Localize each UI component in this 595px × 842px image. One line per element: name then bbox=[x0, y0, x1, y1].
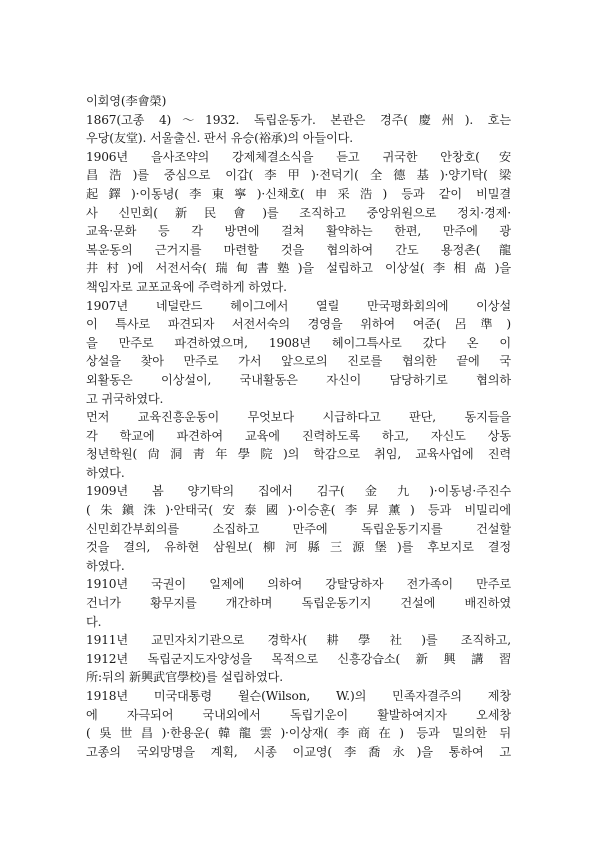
text-line: 井村)에 서전서숙(瑞甸書塾)을 설립하고 이상설(李相卨)을 bbox=[86, 261, 511, 276]
text-line: 1910년 국권이 일제에 의하여 강탈당하자 전가족이 만주로 bbox=[86, 577, 511, 592]
text-line: 1907년 네덜란드 헤이그에서 열릴 만국평화회의에 이상설 bbox=[86, 298, 511, 313]
text-line: 1918년 미국대통령 윌슨(Wilson, W.)의 민족자결주의 제창 bbox=[86, 689, 511, 703]
text-line: 1912년 독립군지도자양성을 목적으로 신흥강습소(新興講習 bbox=[86, 651, 511, 666]
text-line: 교육·문화 등 각 방면에 걸쳐 활약하는 한편, 만주에 광 bbox=[86, 224, 511, 239]
text-line: 昌浩)를 중심으로 이갑(李甲)·전덕기(全德基)·양기탁(梁 bbox=[86, 168, 511, 183]
text-line: 책임자로 교포교육에 주력하게 하였다. bbox=[86, 279, 287, 294]
text-line: 1906년 을사조약의 강제체결소식을 듣고 귀국한 안창호(安 bbox=[86, 149, 511, 164]
text-line: 사 신민회(新民會)를 조직하고 중앙위원으로 정치·경제· bbox=[86, 205, 511, 220]
text-line: 所:뒤의 新興武官學校)를 설립하였다. bbox=[86, 670, 283, 685]
text-line: (朱鎭洙)·안태국(安泰國)·이승훈(李昇薰) 등과 비밀리에 bbox=[86, 503, 511, 518]
text-line: 먼저 교육진흥운동이 무엇보다 시급하다고 판단, 동지들을 bbox=[86, 410, 511, 425]
text-line: 고종의 국외망명을 계획, 시종 이교영(李喬永)을 통하여 고 bbox=[86, 744, 511, 759]
text-line: 1911년 교민자치기관으로 경학사(耕學社)를 조직하고, bbox=[86, 633, 511, 648]
text-line: 것을 결의, 유하현 삼원보(柳河縣三源堡)를 후보지로 결정 bbox=[86, 540, 511, 555]
text-line: 1867(고종 4)～1932. 독립운동가. 본관은 경주(慶州). 호는 bbox=[86, 112, 511, 127]
text-line: 起鐸)·이동녕(李東寧)·신채호(申采浩) 등과 같이 비밀결 bbox=[86, 186, 511, 201]
text-line: 에 자극되어 국내외에서 독립기운이 활발하여지자 오세창 bbox=[86, 707, 511, 722]
text-line: 하였다. bbox=[86, 558, 125, 573]
text-line: 상설을 찾아 만주로 가서 앞으로의 진로를 협의한 끝에 국 bbox=[86, 354, 511, 369]
article-title: 이회영(李會榮) bbox=[86, 94, 167, 108]
text-line: 하였다. bbox=[86, 465, 125, 480]
text-line: 외활동은 이상설이, 국내활동은 자신이 담당하기로 협의하 bbox=[86, 372, 511, 387]
text-line: 고 귀국하였다. bbox=[86, 391, 164, 406]
text-line: 청년학원(尙洞靑年學院)의 학감으로 취임, 교육사업에 진력 bbox=[86, 447, 511, 462]
text-line: 건너가 황무지를 개간하며 독립운동기지 건설에 배진하였 bbox=[86, 596, 511, 611]
text-line: 다. bbox=[86, 614, 102, 629]
text-line: 복운동의 근거지를 마련할 것을 협의하여 간도 용정촌(龍 bbox=[86, 242, 511, 257]
text-line: 우당(友堂). 서울출신. 판서 유승(裕承)의 아들이다. bbox=[86, 131, 353, 146]
text-line: 각 학교에 파견하여 교육에 진력하도록 하고, 자신도 상동 bbox=[86, 428, 511, 443]
text-line: 신민회간부회의를 소집하고 만주에 독립운동기지를 건설할 bbox=[86, 521, 511, 536]
text-line: 을 만주로 파견하였으며, 1908년 헤이그특사로 갔다 온 이 bbox=[86, 335, 511, 350]
text-line: 1909년 봄 양기탁의 집에서 김구(金九)·이동녕·주진수 bbox=[86, 484, 511, 499]
text-line: (吳世昌)·한용운(韓龍雲)·이상재(李商在) 등과 밀의한 뒤 bbox=[86, 726, 511, 741]
article-body bbox=[86, 92, 511, 761]
text-line: 이 특사로 파견되자 서전서숙의 경영을 위하여 여준(呂準) bbox=[86, 317, 511, 332]
